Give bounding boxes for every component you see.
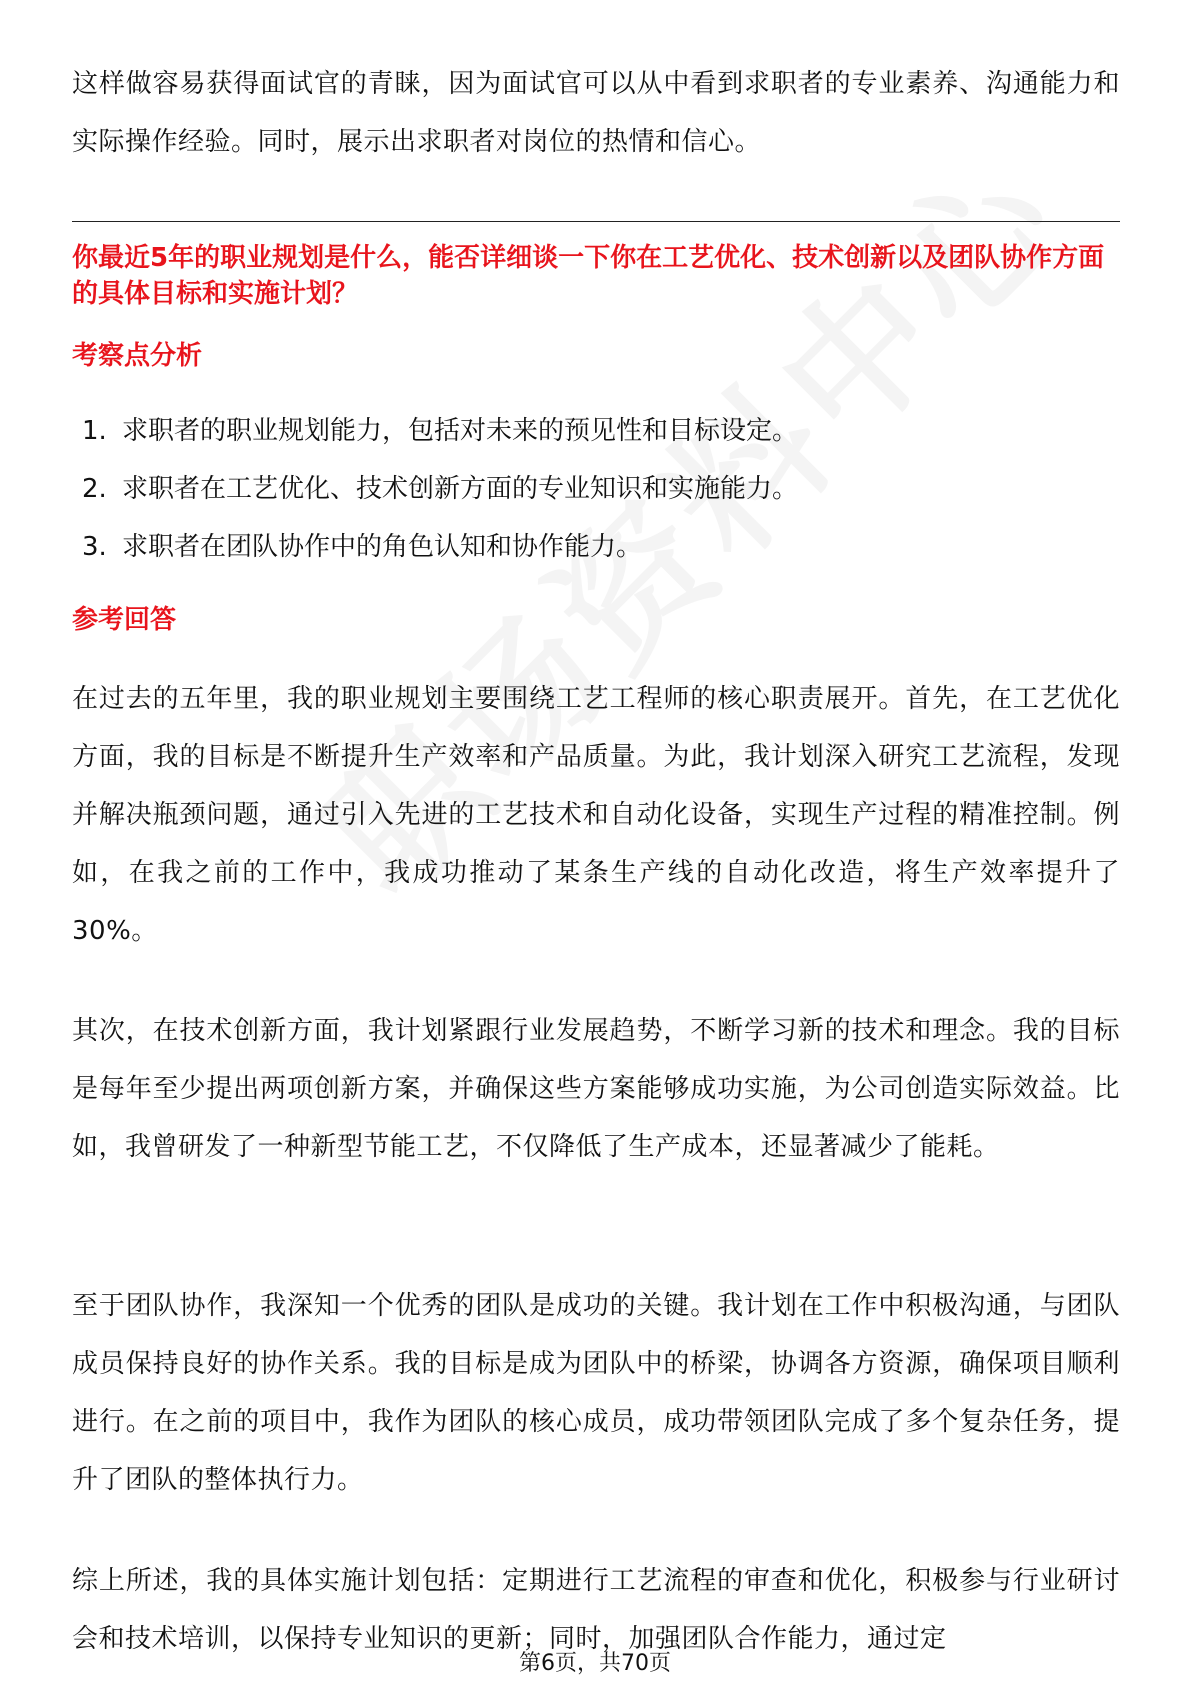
- intro-paragraph: 这样做容易获得面试官的青睐，因为面试官可以从中看到求职者的专业素养、沟通能力和实际操作经验。同时，展示出求职者对岗位的热情和信心。: [72, 69, 1120, 157]
- list-item: [82, 460, 1120, 518]
- list-item-number: 2.: [82, 474, 107, 504]
- answer-paragraph: 至于团队协作，我深知一个优秀的团队是成功的关键。我计划在工作中积极沟通，与团队成员保持良好的协作关系。我的目标是成为团队中的桥梁，协调各方资源，确保项目顺利进行。在之前的项目中，我作为团队的核心成员，成功带领团队完成了多个复杂任务，提升了团队的整体执行力。: [72, 1291, 1120, 1495]
- answer-paragraph: 在过去的五年里，我的职业规划主要围绕工艺工程师的核心职责展开。首先，在工艺优化方面，我的目标是不断提升生产效率和产品质量。为此，我计划深入研究工艺流程，发现并解决瓶颈问题，通过引入先进的工艺技术和自动化设备，实现生产过程的精准控制。例如，在我之前的工作中，我成功推动了某条生产线的自动化改造，将生产效率提升了30%。: [72, 684, 1120, 946]
- list-item: [82, 518, 1120, 576]
- list-item-text: 求职者在团队协作中的角色认知和协作能力。: [122, 532, 643, 562]
- list-item: [82, 402, 1120, 460]
- answer-paragraph: 其次，在技术创新方面，我计划紧跟行业发展趋势，不断学习新的技术和理念。我的目标是每年至少提出两项创新方案，并确保这些方案能够成功实施，为公司创造实际效益。比如，我曾研发了一种新型节能工艺，不仅降低了生产成本，还显著减少了能耗。: [72, 1016, 1120, 1162]
- list-item-text: 求职者在工艺优化、技术创新方面的专业知识和实施能力。: [122, 474, 799, 504]
- list-item-number: 1.: [82, 416, 107, 446]
- answer-paragraph: 综上所述，我的具体实施计划包括：定期进行工艺流程的审查和优化，积极参与行业研讨会和技术培训，以保持专业知识的更新；同时，加强团队合作能力，通过定: [72, 1566, 1120, 1654]
- page-number-footer: 第6页，共70页: [519, 1651, 671, 1676]
- section-divider: [72, 221, 1120, 222]
- answer-heading: 参考回答: [72, 605, 177, 635]
- analysis-list: [82, 402, 1120, 576]
- analysis-heading: 考察点分析: [72, 341, 203, 371]
- list-item-text: 求职者的职业规划能力，包括对未来的预见性和目标设定。: [122, 416, 799, 446]
- interview-question: 你最近5年的职业规划是什么，能否详细谈一下你在工艺优化、技术创新以及团队协作方面的具体目标和实施计划？: [72, 243, 1105, 309]
- list-item-number: 3.: [82, 532, 107, 562]
